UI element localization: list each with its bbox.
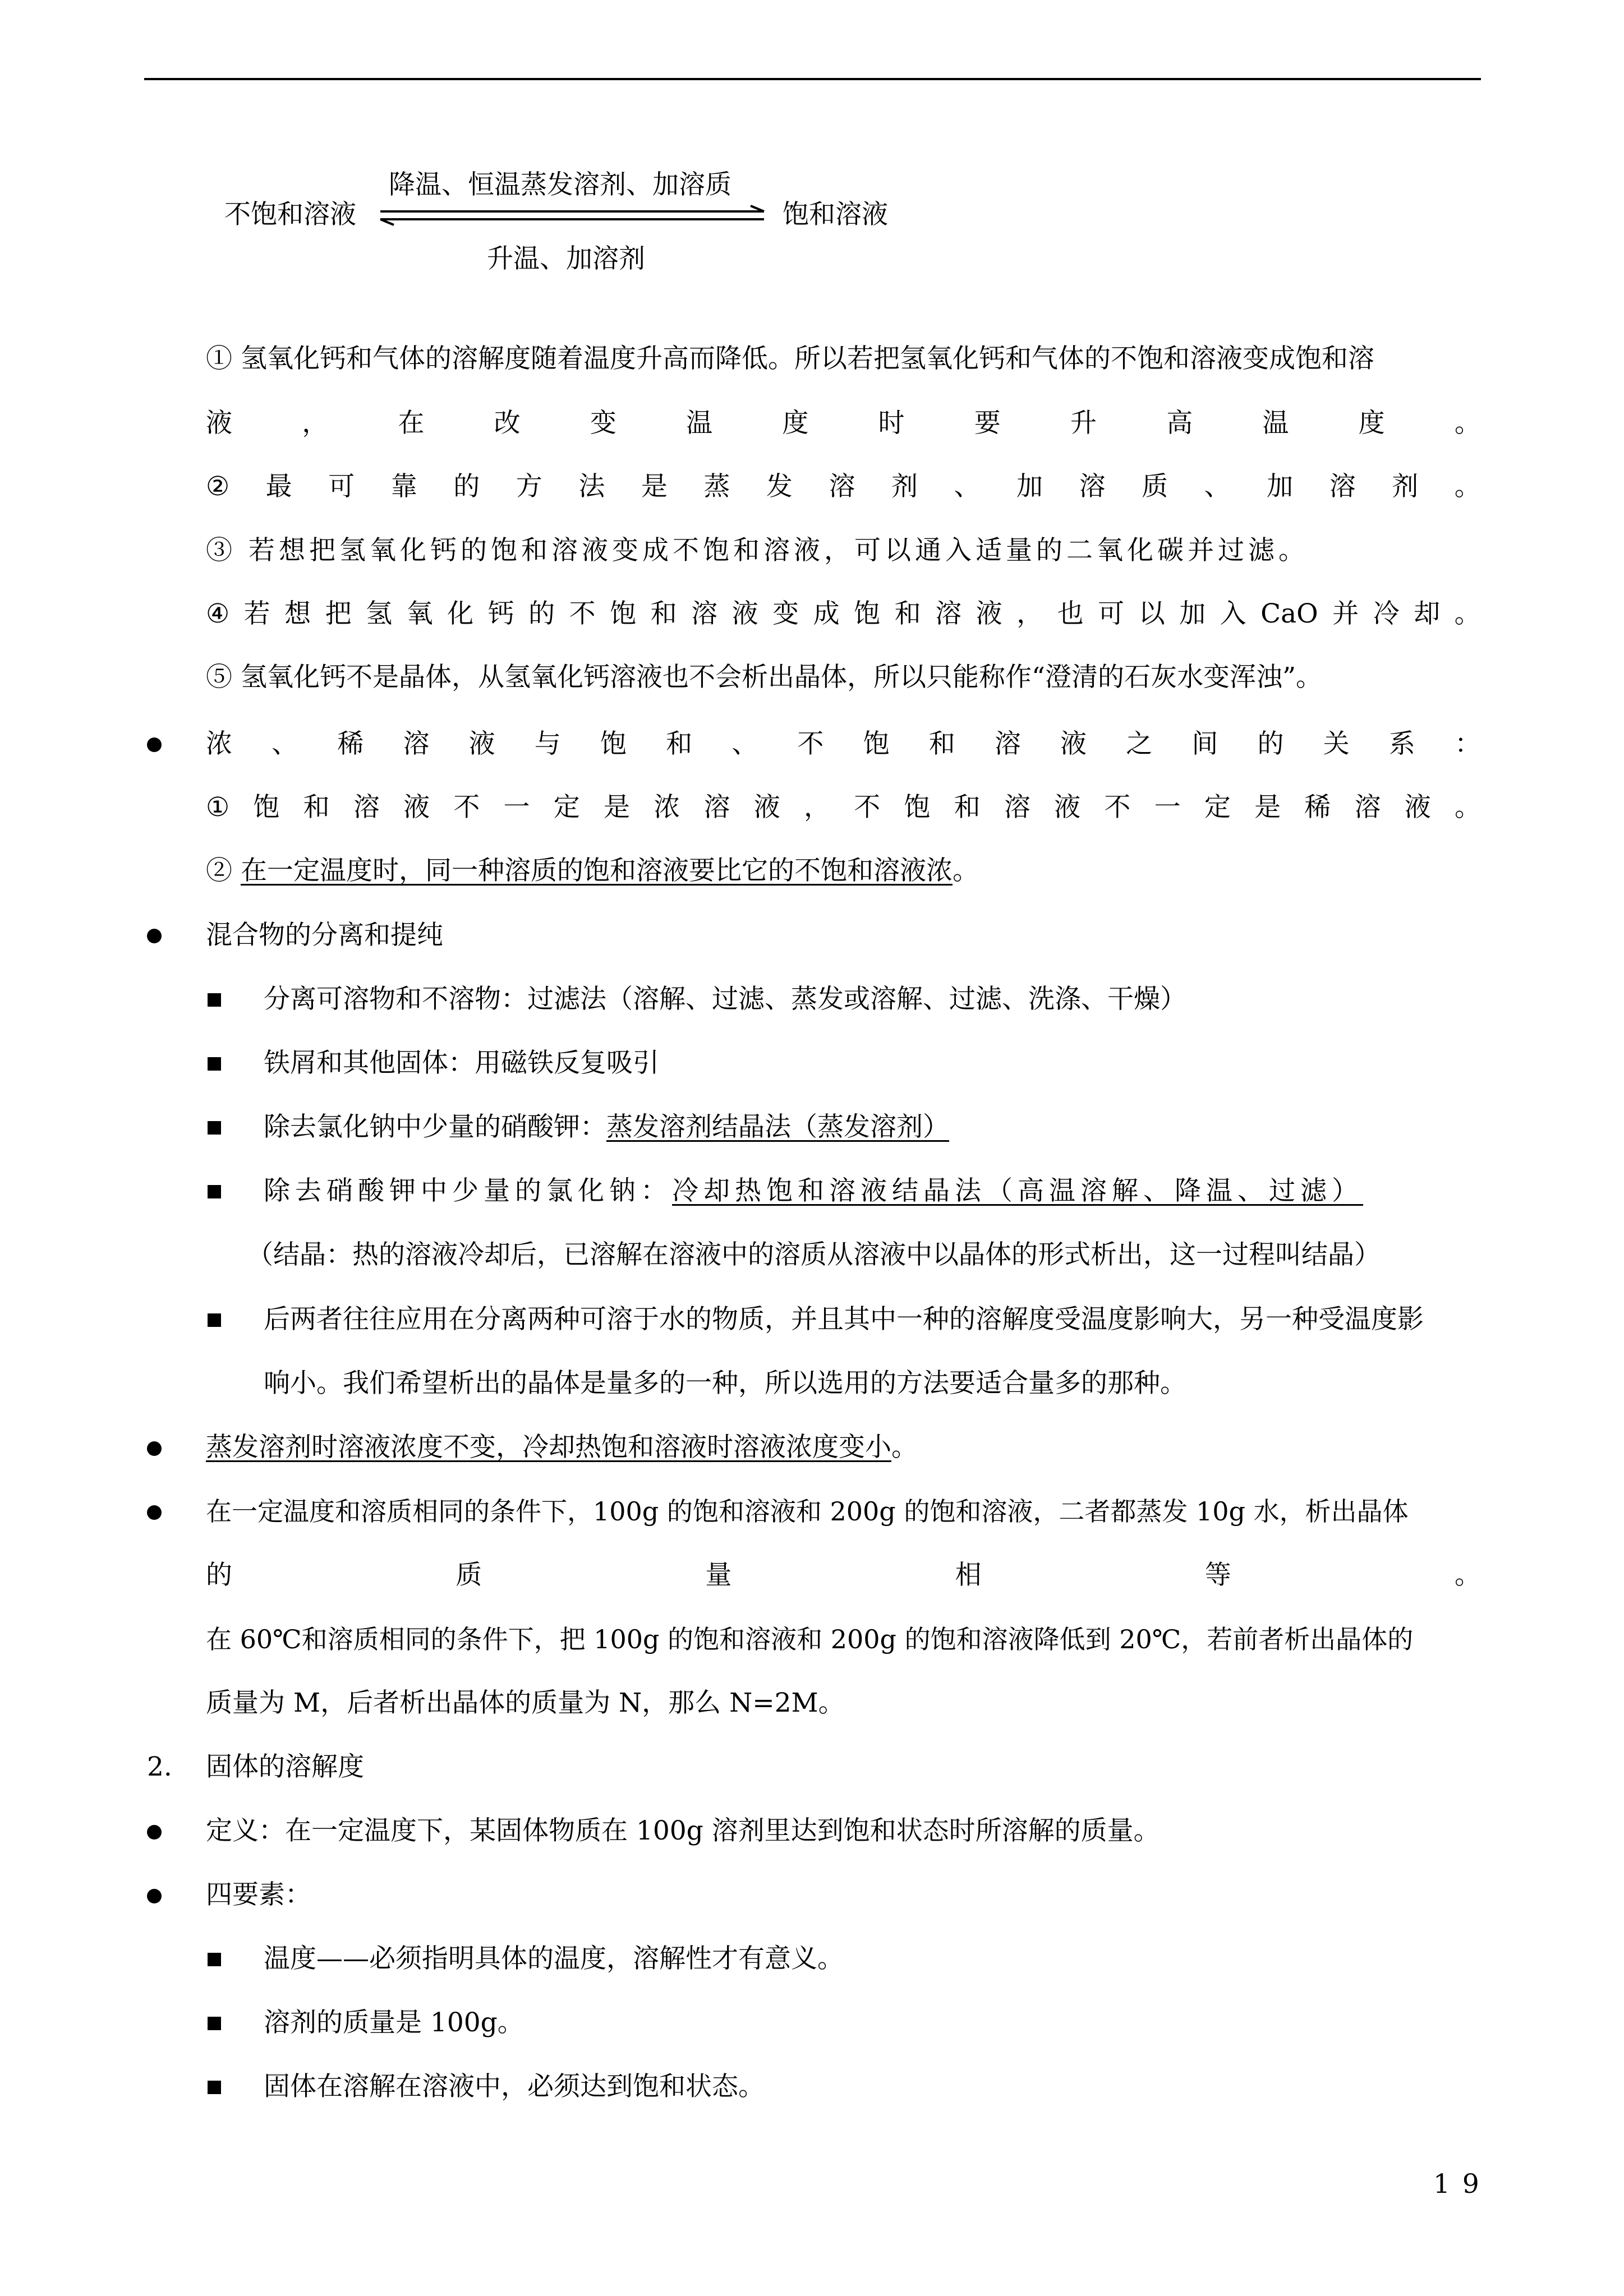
bullet-dot [147,1441,162,1456]
square-bullet [208,1185,221,1198]
text-line-16: 后两者往往应用在分离两种可溶于水的物质，并且其中一种的溶解度受温度影响大，另一种受温度影 [264,1304,1424,1335]
bullet-dot [147,929,162,943]
text-line-1: ① 氢氧化钙和气体的溶解度随着温度升高而降低。所以若把氢氧化钙和气体的不饱和溶液变成饱和溶 [206,343,1374,374]
text-line-20: 的 质 量 相 等 。 [206,1560,1481,1590]
square-bullet [208,993,221,1007]
diagram-forward-label: 降温、恒温蒸发溶剂、加溶质 [389,169,732,200]
text-line-24: 定义：在一定温度下，某固体物质在 100g 溶剂里达到饱和状态时所溶解的质量。 [206,1815,1160,1846]
text-line-5: ④ 若 想 把 氢 氧 化 钙 的 不 饱 和 溶 液 变 成 饱 和 溶 液 ， 也 可 以 加 入 CaO 并 冷 却 。 [206,598,1481,629]
text-line-19: 在一定温度和溶质相同的条件下，100g 的饱和溶液和 200g 的饱和溶液，二者都蒸发 10g 水，析出晶体 [206,1496,1409,1527]
text-line-21: 在 60℃和溶质相同的条件下，把 100g 的饱和溶液和 200g 的饱和溶液降低到 20℃，若前者析出晶体的 [206,1624,1414,1654]
diagram-left-label: 不饱和溶液 [224,199,356,230]
diagram-backward-label: 升温、加溶剂 [487,243,645,274]
square-bullet [208,1313,221,1327]
text-line-12: 铁屑和其他固体：用磁铁反复吸引 [264,1048,659,1078]
equilibrium-arrows [376,205,769,227]
text-line-27: 溶剂的质量是 100g。 [264,2007,524,2038]
text-line-28: 固体在溶解在溶液中，必须达到饱和状态。 [264,2071,765,2102]
text-line-25: 四要素： [206,1879,311,1910]
text-line-13: 除去氯化钠中少量的硝酸钾：蒸发溶剂结晶法（蒸发溶剂） [264,1112,949,1142]
text-line-6: ⑤ 氢氧化钙不是晶体，从氢氧化钙溶液也不会析出晶体，所以只能称作“澄清的石灰水变浑浊”。 [206,662,1322,693]
text-line-17: 响小。我们希望析出的晶体是量多的一种，所以选用的方法要适合量多的那种。 [264,1368,1186,1399]
page-number: 19 [1433,2169,1492,2200]
text-line-10: 混合物的分离和提纯 [206,920,443,951]
text-line-22: 质量为 M，后者析出晶体的质量为 N，那么 N=2M。 [206,1688,845,1718]
text-line-9: ② 在一定温度时，同一种溶质的饱和溶液要比它的不饱和溶液浓。 [206,855,979,886]
square-bullet [208,2017,221,2030]
text-line-4: ③ 若想把氢氧化钙的饱和溶液变成不饱和溶液，可以通入适量的二氧化碳并过滤。 [206,535,1309,566]
text-line-15: （结晶：热的溶液冷却后，已溶解在溶液中的溶质从溶液中以晶体的形式析出，这一过程叫结晶） [247,1239,1381,1270]
text-line-8: ① 饱 和 溶 液 不 一 定 是 浓 溶 液 ， 不 饱 和 溶 液 不 一 定 是 稀 溶 液 。 [206,792,1481,823]
text-line-7: 浓 、 稀 溶 液 与 饱 和 、 不 饱 和 溶 液 之 间 的 关 系 ： [206,729,1481,759]
text-line-3: ② 最 可 靠 的 方 法 是 蒸 发 溶 剂 、 加 溶 质 、 加 溶 剂 。 [206,471,1481,502]
square-bullet [208,1057,221,1071]
square-bullet [208,2081,221,2094]
bullet-dot [147,737,162,752]
text-line-14: 除去硝酸钾中少量的氯化钠：冷却热饱和溶液结晶法（高温溶解、降温、过滤） [264,1175,1363,1206]
bullet-dot [147,1825,162,1839]
diagram-right-label: 饱和溶液 [783,199,888,230]
text-line-18: 蒸发溶剂时溶液浓度不变，冷却热饱和溶液时溶液浓度变小。 [206,1432,918,1463]
text-line-26: 温度——必须指明具体的温度，溶解性才有意义。 [264,1943,844,1974]
text-line-2: 液 ， 在 改 变 温 度 时 要 升 高 温 度 。 [206,408,1481,439]
section-number: 2. [147,1751,172,1782]
section-title: 固体的溶解度 [206,1751,364,1782]
bullet-dot [147,1889,162,1903]
square-bullet [208,1121,221,1135]
bullet-dot [147,1505,162,1520]
text-line-11: 分离可溶物和不溶物：过滤法（溶解、过滤、蒸发或溶解、过滤、洗涤、干燥） [264,984,1186,1015]
square-bullet [208,1953,221,1966]
header-rule [144,78,1481,80]
